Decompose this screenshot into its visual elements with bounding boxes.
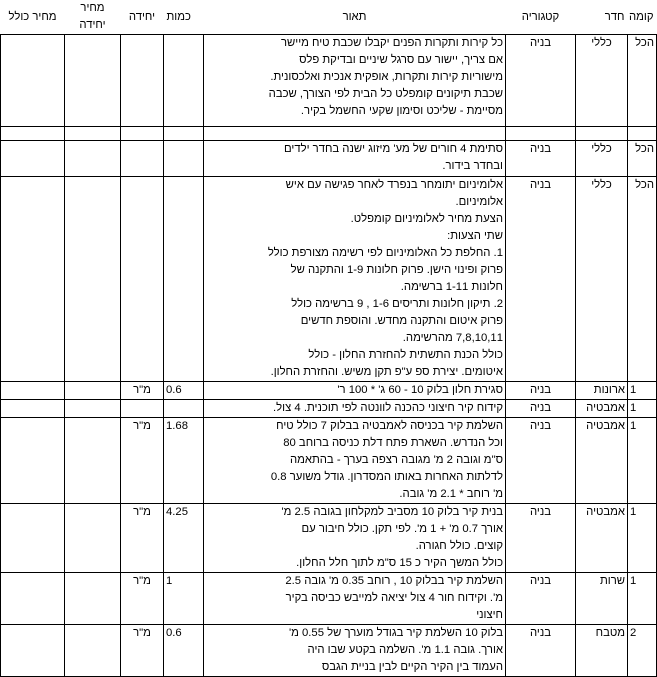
cell-total-price[interactable]: [1, 35, 65, 127]
table-row: [1, 382, 657, 400]
spacer-cell: [204, 127, 506, 141]
cell-unit-price[interactable]: [65, 504, 121, 573]
cell-floor[interactable]: 1: [628, 400, 657, 418]
cell-category[interactable]: בניה: [506, 418, 576, 504]
cell-quantity[interactable]: 0.6: [164, 382, 204, 400]
cell-quantity[interactable]: [164, 400, 204, 418]
cell-floor[interactable]: 1: [628, 573, 657, 625]
cell-description[interactable]: השלמת קיר בבלוק 10 , רוחב 0.35 מ' גובה 2.5 מ'. וקידוח חור 4 צול יציאה למייבש כביסה בקיר חיצוני: [204, 573, 506, 625]
header-room: חדר: [604, 10, 625, 23]
cell-quantity[interactable]: 4.25: [164, 504, 204, 573]
cell-description[interactable]: בנית קיר בלוק 10 מסביב למקלחון בגובה 2.5 מ' אורך 0.7 מ' + 1 מ'. לפי תקן. כולל חיבור עם קוצים. כולל חגורה. כולל המשך הקיר כ 15 ס"מ לתוך חלל החלון.: [204, 504, 506, 573]
cell-room[interactable]: ארונות: [576, 382, 628, 400]
cell-room[interactable]: כללי: [576, 35, 628, 127]
table-row: [1, 625, 657, 677]
cell-unit[interactable]: מ"ר: [121, 418, 164, 504]
spacer-cell: [65, 127, 121, 141]
cell-unit[interactable]: מ"ר: [121, 504, 164, 573]
cell-unit-price[interactable]: [65, 625, 121, 677]
cell-category[interactable]: בניה: [506, 141, 576, 177]
spacer-row: [1, 127, 657, 141]
cell-total-price[interactable]: [1, 177, 65, 382]
table-row: [1, 573, 657, 625]
header-category: קטגוריה: [521, 10, 560, 23]
cell-quantity[interactable]: 1: [164, 573, 204, 625]
cell-total-price[interactable]: [1, 418, 65, 504]
cell-unit[interactable]: [121, 35, 164, 127]
spacer-cell: [628, 127, 657, 141]
spacer-cell: [164, 127, 204, 141]
spacer-cell: [576, 127, 628, 141]
spacer-cell: [1, 127, 65, 141]
cell-unit-price[interactable]: [65, 141, 121, 177]
cell-floor[interactable]: 2: [628, 625, 657, 677]
cell-category[interactable]: בניה: [506, 573, 576, 625]
spacer-cell: [121, 127, 164, 141]
cell-unit-price[interactable]: [65, 35, 121, 127]
cell-room[interactable]: מטבח: [576, 625, 628, 677]
cell-floor[interactable]: הכל: [628, 141, 657, 177]
cell-total-price[interactable]: [1, 625, 65, 677]
header-unit-price: מחיר יחידה: [79, 2, 106, 31]
cell-category[interactable]: בניה: [506, 382, 576, 400]
cell-description[interactable]: בלוק 10 השלמת קיר בגודל מוערך של 0.55 מ' אורך. גובה 1.1 מ'. השלמה בקטע שבו היה העמוד בין הקיר הקיים לבין בניית הגבס: [204, 625, 506, 677]
cell-room[interactable]: שרות: [576, 573, 628, 625]
cell-unit[interactable]: מ"ר: [121, 625, 164, 677]
cell-floor[interactable]: הכל: [628, 177, 657, 382]
cell-unit-price[interactable]: [65, 418, 121, 504]
cell-room[interactable]: אמבטיה: [576, 504, 628, 573]
cell-total-price[interactable]: [1, 573, 65, 625]
cell-unit[interactable]: [121, 141, 164, 177]
cell-room[interactable]: כללי: [576, 177, 628, 382]
cell-description[interactable]: סגירת חלון בלוק 10 - 60 ג' * 100 ר': [204, 382, 506, 400]
cell-category[interactable]: בניה: [506, 504, 576, 573]
cell-category[interactable]: בניה: [506, 625, 576, 677]
cell-unit[interactable]: מ"ר: [121, 573, 164, 625]
cell-floor[interactable]: 1: [628, 418, 657, 504]
cell-quantity[interactable]: 0.6: [164, 625, 204, 677]
cell-unit-price[interactable]: [65, 400, 121, 418]
cell-unit[interactable]: [121, 400, 164, 418]
cell-total-price[interactable]: [1, 400, 65, 418]
header-floor: קומה: [628, 10, 654, 23]
cell-quantity[interactable]: 1.68: [164, 418, 204, 504]
cell-quantity[interactable]: [164, 177, 204, 382]
header-description: תאור: [342, 10, 367, 23]
table-row: [1, 418, 657, 504]
spacer-cell: [506, 127, 576, 141]
cell-description[interactable]: אלומיניום יתומחר בנפרד לאחר פגישה עם איש אלומיניום. הצעת מחיר לאלומיניום קומפלט. שתי הצעות: 1. החלפת כל האלומיניום לפי רשימה מצורפת כולל פרוק ופינוי הישן. פרוק חלונות 1-9 והתקנה של חלונות 1-11 ברשימה. 2. תיקון חלונות ותריסים 1-6 , 9 ברשימה כולל פרוק איטום והתקנה מחדש. והוספת חדשים 7,8,10,11 מהרשימה. כולל הכנת התשתית להחזרת החלון - כולל איטומים. יצירת ספ ע"פ תקן משיש. והחזרת החלון.: [204, 177, 506, 382]
header-quantity: כמות: [166, 10, 191, 23]
cell-description[interactable]: קידוח קיר חיצוני כהכנה לוונטה לפי תוכנית. 4 צול.: [204, 400, 506, 418]
table-row: [1, 504, 657, 573]
cell-unit[interactable]: מ"ר: [121, 382, 164, 400]
table-row: [1, 35, 657, 127]
cell-unit-price[interactable]: [65, 177, 121, 382]
cell-total-price[interactable]: [1, 141, 65, 177]
cell-description[interactable]: כל קירות ותקרות הפנים יקבלו שכבת טיח מיישר אם צריך, יישור עם סרגל שיניים ובדיקת פלס מישוריות קירות ותקרות, אופקית אנכית ואלכסונית. שכבת תיקונים קומפלט כל הבית לפי הצורך, שכבה מסיימת - שליכט וסימון שקעי החשמל בקיר.: [204, 35, 506, 127]
cell-category[interactable]: בניה: [506, 35, 576, 127]
header-unit: יחידה: [128, 10, 156, 23]
cell-floor[interactable]: 1: [628, 382, 657, 400]
table-row: [1, 141, 657, 177]
header-total-price: מחיר כולל: [8, 10, 57, 23]
cell-floor[interactable]: הכל: [628, 35, 657, 127]
cell-category[interactable]: בניה: [506, 400, 576, 418]
cell-room[interactable]: כללי: [576, 141, 628, 177]
cell-unit-price[interactable]: [65, 573, 121, 625]
cell-total-price[interactable]: [1, 504, 65, 573]
cell-quantity[interactable]: [164, 141, 204, 177]
header-row: [1, 0, 657, 35]
cell-description[interactable]: סתימת 4 חורים של מע' מיזוג ישנה בחדר ילדים ובחדר בידור.: [204, 141, 506, 177]
table-row: [1, 177, 657, 382]
cell-unit[interactable]: [121, 177, 164, 382]
cell-category[interactable]: בניה: [506, 177, 576, 382]
cell-unit-price[interactable]: [65, 382, 121, 400]
cell-floor[interactable]: 1: [628, 504, 657, 573]
table-row: [1, 400, 657, 418]
cell-description[interactable]: השלמת קיר בכניסה לאמבטיה בבלוק 7 כולל טיח וכל הנדרש. השארת פתח דלת כניסה ברוחב 80 ס"מ וגובה 2 מ' מגובה רצפה בערך - בהתאמה לדלתות האחרות באותו המסדרון. גודל משוער 0.8 מ' רוחב * 2.1 מ' גובה.: [204, 418, 506, 504]
cell-total-price[interactable]: [1, 382, 65, 400]
cell-quantity[interactable]: [164, 35, 204, 127]
cell-room[interactable]: אמבטיה: [576, 418, 628, 504]
cell-room[interactable]: אמבטיה: [576, 400, 628, 418]
